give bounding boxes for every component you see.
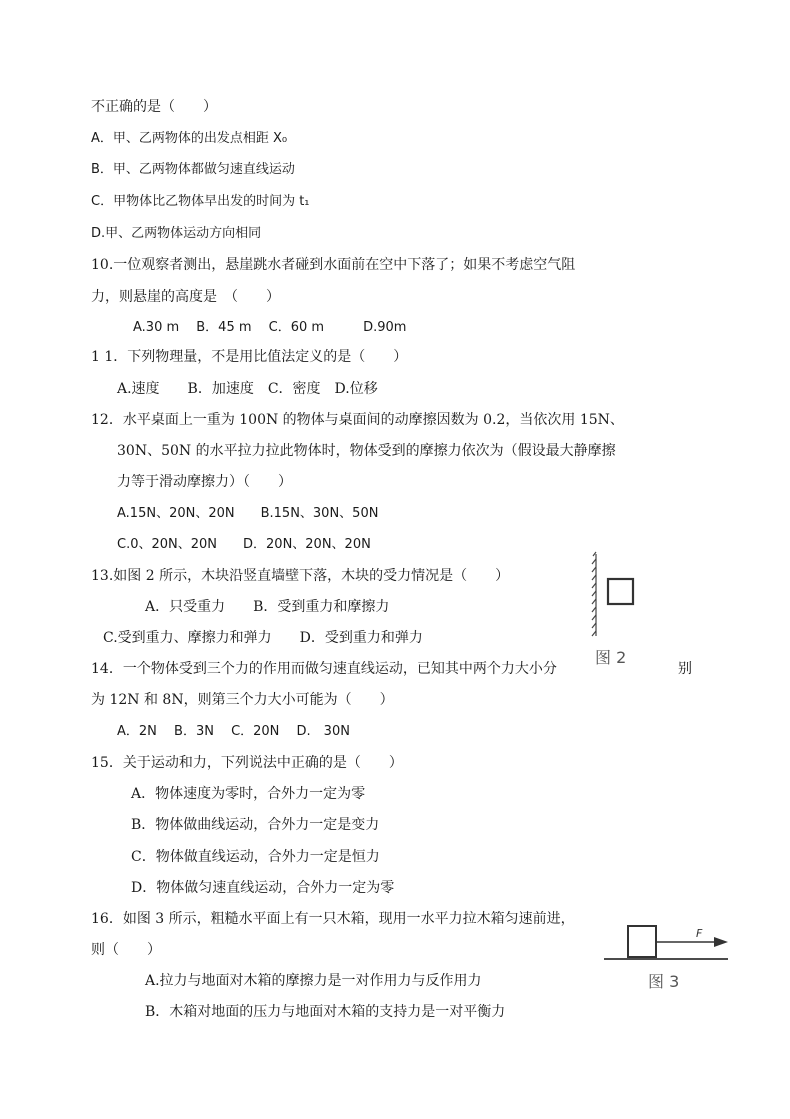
q16-option-b: B．木箱对地面的压力与地面对木箱的支持力是一对平衡力: [145, 1004, 506, 1020]
q9-option-c: C．甲物体比乙物体早出发的时间为 t₁: [91, 194, 310, 209]
q13-options-row2: C.受到重力、摩擦力和弹力 D．受到重力和弹力: [103, 630, 423, 646]
q16-stem-line2: 则（ ）: [91, 942, 161, 958]
q16-stem-line1: 16．如图 3 所示，粗糙水平面上有一只木箱，现用一水平力拉木箱匀速前进，: [91, 911, 575, 927]
q14-stem-line2: 为 12N 和 8N，则第三个力大小可能为（ ）: [91, 692, 394, 708]
q15-stem: 15．关于运动和力，下列说法中正确的是（ ）: [91, 755, 403, 771]
q15-option-c: C．物体做直线运动，合外力一定是恒力: [131, 849, 380, 865]
figure-3-caption: 图 3: [648, 972, 680, 991]
q12-stem-line2: 30N、50N 的水平拉力拉此物体时，物体受到的摩擦力依次为（假设最大静摩擦: [117, 443, 616, 459]
q12-options-row2: C.0、20N、20N D．20N、20N、20N: [117, 537, 371, 552]
q15-option-a: A．物体速度为零时，合外力一定为零: [131, 786, 366, 802]
q14-stem-line1: 14．一个物体受到三个力的作用而做匀速直线运动，已知其中两个力大小分: [91, 661, 557, 677]
q15-option-d: D．物体做匀速直线运动，合外力一定为零: [131, 880, 395, 896]
q9-stem-tail: 不正确的是（ ）: [91, 99, 217, 115]
q14-options: A．2N B．3N C．20N D. 30N: [117, 724, 350, 739]
q10-stem-line2: 力，则悬崖的高度是 （ ）: [91, 289, 280, 305]
figure-2-wall-block: [588, 550, 648, 670]
q14-stem-line1-end: 别: [678, 661, 692, 677]
q12-stem-line1: 12．水平桌面上一重为 100N 的物体与桌面间的动摩擦因数为 0.2，当依次用 15N、: [91, 412, 624, 428]
q12-stem-line3: 力等于滑动摩擦力）（ ）: [117, 474, 292, 490]
q12-options-row1: A.15N、20N、20N B.15N、30N、50N: [117, 506, 379, 521]
q11-options: A.速度 B．加速度 C．密度 D.位移: [117, 381, 378, 397]
q16-option-a: A.拉力与地面对木箱的摩擦力是一对作用力与反作用力: [145, 973, 482, 989]
force-label: F: [696, 927, 703, 940]
q13-options-row1: A．只受重力 B．受到重力和摩擦力: [145, 599, 390, 615]
q10-stem-line1: 10.一位观察者测出，悬崖跳水者碰到水面前在空中下落了；如果不考虑空气阻: [91, 257, 576, 273]
q13-stem: 13.如图 2 所示，木块沿竖直墙壁下落，木块的受力情况是（ ）: [91, 568, 510, 584]
q11-stem: 1 1．下列物理量，不是用比值法定义的是（ ）: [91, 349, 408, 365]
q9-option-d: D.甲、乙两物体运动方向相同: [91, 226, 262, 241]
q9-option-b: B．甲、乙两物体都做匀速直线运动: [91, 162, 295, 177]
q9-option-a: A．甲、乙两物体的出发点相距 X₀: [91, 131, 288, 146]
figure-3-box-force: [600, 915, 740, 995]
figure-2-caption: 图 2: [595, 648, 627, 667]
q10-options: A.30 m B．45 m C．60 m D.90m: [133, 320, 407, 335]
q15-option-b: B．物体做曲线运动，合外力一定是变力: [131, 817, 380, 833]
